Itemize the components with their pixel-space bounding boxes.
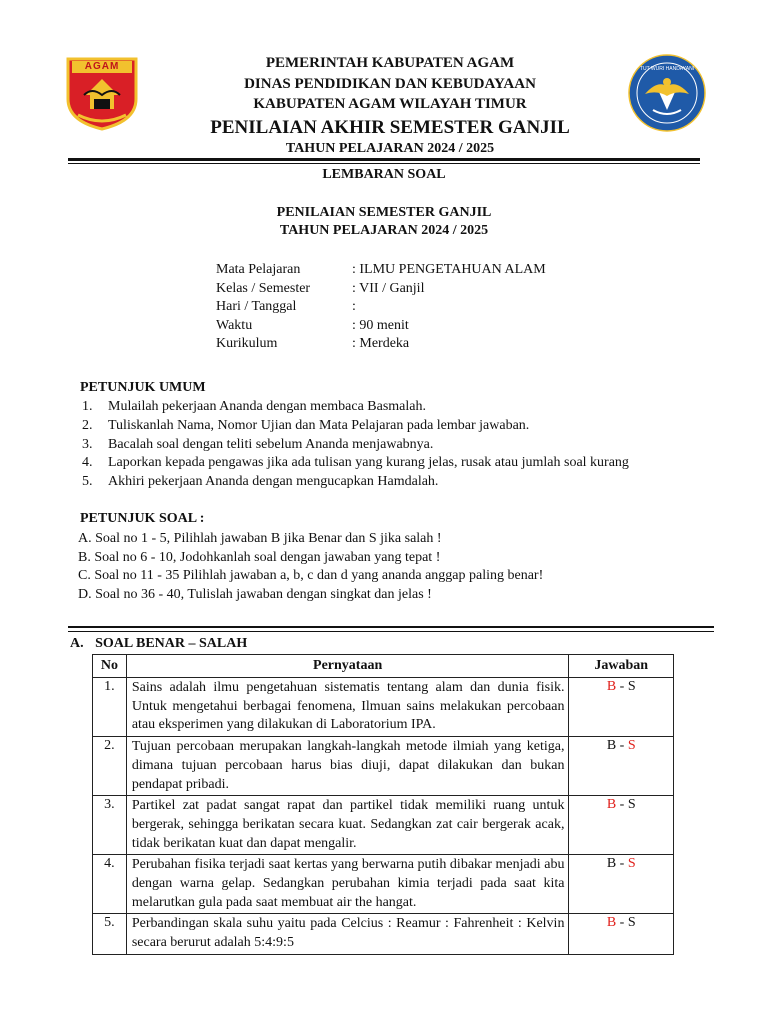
sheet-title: LEMBARAN SOAL [322,167,446,182]
question-number: 1. [93,678,127,737]
section-rule-thin [68,631,714,632]
header-rule-thin [68,163,700,164]
answer-option-s[interactable]: S [627,915,636,931]
list-item-text: Bacalah soal dengan teliti sebelum Ananda menjawabnya. [108,437,434,452]
answer-separator: - [616,679,628,694]
section-rule-thick [68,626,714,628]
answer-cell [569,914,674,954]
answer-cell [569,855,674,914]
answer-option-s[interactable]: S [627,797,636,813]
question-instructions-heading: PETUNJUK SOAL : [80,511,205,526]
question-number: 3. [93,796,127,855]
answer-separator: - [616,915,628,931]
answer-option-s[interactable]: S [627,856,636,872]
table-row [93,855,674,914]
list-item-text: Tuliskanlah Nama, Nomor Ujian dan Mata Pelajaran pada lembar jawaban. [108,418,530,433]
answer-separator: - [616,738,628,754]
table-row [93,914,674,954]
section-a-heading [70,636,247,652]
col-header-answer: Jawaban [569,655,674,678]
answer-cell [569,678,674,737]
header-rule-thick [68,158,700,161]
identity-value: : 90 menit [352,318,409,333]
table-header-row [93,655,674,678]
instruction-line: A. Soal no 1 - 5, Pilihlah jawaban B jika Benar dan S jika salah ! [78,531,442,546]
header-academic-year: TAHUN PELAJARAN 2024 / 2025 [285,141,495,156]
question-statement: Tujuan percobaan merupakan langkah-langkah metode ilmiah yang ketiga, dimana tujuan percobaan harus bias diuji, dapat dilakukan dan bukan pendapat pribadi. [126,737,569,796]
answer-option-b[interactable]: B [606,797,617,813]
question-statement: Perubahan fisika terjadi saat kertas yang berwarna putih dibakar menjadi abu dengan warna gelap. Sedangkan perubahan kimia terjadi pada saat kita melarutkan gula pada saat membuat air the hangat. [126,855,569,914]
list-item-number: 1. [82,399,93,414]
table-row [93,737,674,796]
identity-label: Mata Pelajaran [216,262,301,277]
identity-value: : ILMU PENGETAHUAN ALAM [352,262,546,277]
answer-separator: - [616,856,628,872]
sub-title-1: PENILAIAN SEMESTER GANJIL [276,205,492,220]
identity-label: Hari / Tanggal [216,299,297,314]
general-instructions-heading: PETUNJUK UMUM [80,380,206,395]
header-exam-title: PENILAIAN AKHIR SEMESTER GANJIL [210,117,570,138]
question-number: 2. [93,737,127,796]
question-statement: Sains adalah ilmu pengetahuan sistematis tentang alam dan dunia fisik. Untuk mengetahui berbagai fenomena, Ilmuan sains melakukan percobaan atau eksperimen yang dilakukan di Laboratorium IPA. [126,678,569,737]
col-header-no: No [93,655,127,678]
identity-label: Waktu [216,318,253,333]
logo-tutwuri-text: TUT WURI HANDAYANI [639,66,695,72]
answer-separator: - [616,797,628,813]
list-item-number: 4. [82,455,93,470]
answer-option-b[interactable]: B [606,738,617,754]
list-item-text: Mulailah pekerjaan Ananda dengan membaca Basmalah. [108,399,426,414]
list-item-number: 2. [82,418,93,433]
section-letter: A. [70,636,84,651]
true-false-table [92,654,674,955]
identity-value: : [352,299,356,314]
identity-value: : Merdeka [352,336,410,351]
list-item-text: Akhiri pekerjaan Ananda dengan mengucapkan Hamdalah. [108,474,439,489]
logo-agam-text: AGAM [84,61,120,72]
list-item-number: 3. [82,437,93,452]
section-title: SOAL BENAR – SALAH [95,636,248,651]
table-row [93,796,674,855]
instruction-line: B. Soal no 6 - 10, Jodohkanlah soal dengan jawaban yang tepat ! [78,550,441,565]
answer-option-b[interactable]: B [606,856,617,872]
answer-option-b[interactable]: B [606,679,617,694]
answer-option-s[interactable]: S [627,679,636,694]
header-government: PEMERINTAH KABUPATEN AGAM [265,55,515,71]
list-item-text: Laporkan kepada pengawas jika ada tulisan yang kurang jelas, rusak atau jumlah soal kurang [108,455,629,470]
question-number: 5. [93,914,127,954]
identity-label: Kelas / Semester [216,281,311,296]
answer-cell [569,796,674,855]
instruction-line: C. Soal no 11 - 35 Pilihlah jawaban a, b, c dan d yang ananda anggap paling benar! [78,568,544,583]
sub-title-2: TAHUN PELAJARAN 2024 / 2025 [279,223,489,238]
col-header-statement: Pernyataan [126,655,569,678]
list-item-number: 5. [82,474,93,489]
identity-value: : VII / Ganjil [352,281,425,296]
instruction-line: D. Soal no 36 - 40, Tulislah jawaban dengan singkat dan jelas ! [78,587,432,602]
identity-label: Kurikulum [216,336,278,351]
question-number: 4. [93,855,127,914]
answer-option-s[interactable]: S [627,738,636,754]
answer-option-b[interactable]: B [606,915,617,931]
header-region: KABUPATEN AGAM WILAYAH TIMUR [253,96,527,112]
question-statement: Partikel zat padat sangat rapat dan partikel tidak memiliki ruang untuk bergerak, sehingga berikatan secara kuat. Sedangkan zat cair bergerak acak, tidak berikatan kuat dan dapat mengalir. [126,796,569,855]
answer-cell [569,737,674,796]
question-statement: Perbandingan skala suhu yaitu pada Celcius : Reamur : Fahrenheit : Kelvin secara berurut adalah 5:4:9:5 [126,914,569,954]
header-department: DINAS PENDIDIKAN DAN KEBUDAYAAN [244,76,536,92]
table-row [93,678,674,737]
